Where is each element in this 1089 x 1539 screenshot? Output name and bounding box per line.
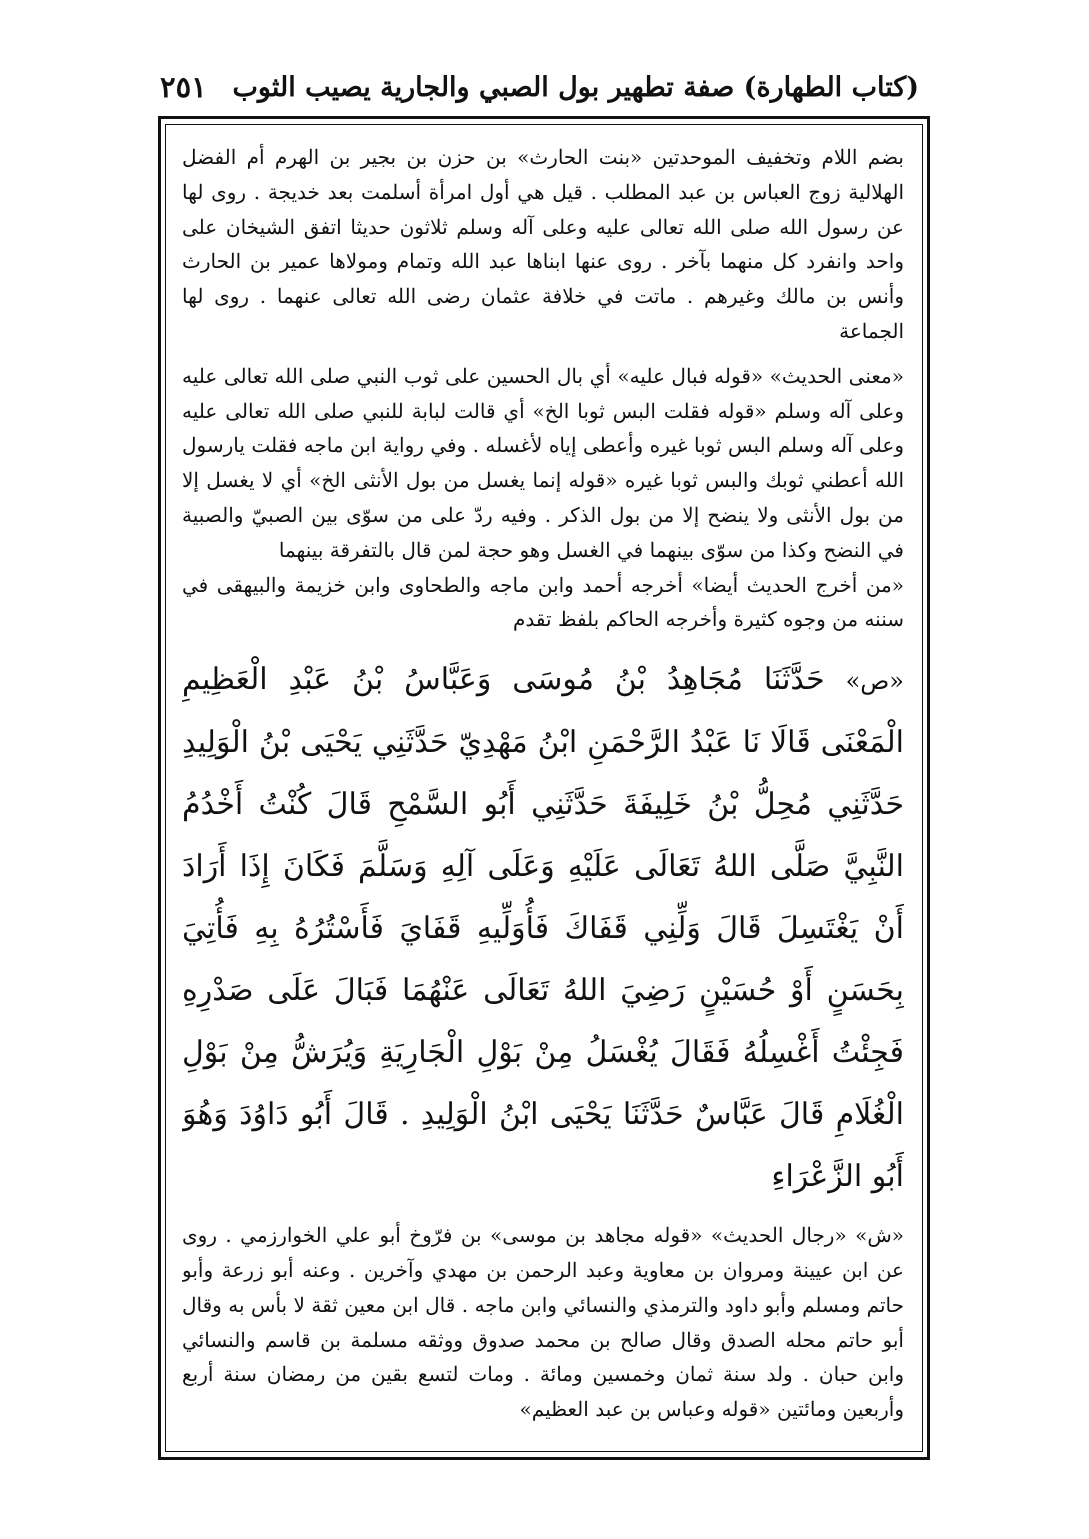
page-header [160, 62, 919, 112]
hadith-marker: «ص» [845, 667, 904, 696]
narrator-bio-paragraph: بضم اللام وتخفيف الموحدتين «بنت الحارث» بن حزن بن بجير بن الهرم أم الفضل الهلالية زوج العباس بن عبد المطلب . قيل هي أول امرأة أسلمت بعد خديجة . روى لها عن رسول الله صلى الله تعالى عليه وعلى آله وسلم ثلاثون حديثا اتفق الشيخان على واحد وانفرد كل منهما بآخر . روى عنها ابناها عبد الله وتمام ومولاها عمير بن الحارث وأنس بن مالك وغيرهم . ماتت في خلافة عثمان رضى الله تعالى عنهما . روى لها الجماعة [182, 145, 904, 343]
running-title: (كتاب الطهارة) صفة تطهير بول الصبي والجارية يصيب الثوب [232, 71, 919, 103]
hadith-sources-paragraph: «من أخرج الحديث أيضا» أخرجه أحمد وابن ماجه والطحاوى وابن خزيمة والبيهقى في سننه من وجوه كثيرة وأخرجه الحاكم بلفظ تقدم [182, 572, 904, 632]
commentary-paragraph: «ش» «رجال الحديث» «قوله مجاهد بن موسى» بن فرّوخ أبو علي الخوارزمي . روى عن ابن عيينة ومروان بن معاوية وعبد الرحمن بن مهدي وآخرين . وعنه أبو زرعة وأبو حاتم ومسلم وأبو داود والترمذي والنسائي وابن ماجه . قال ابن معين ثقة لا بأس به وقال أبو حاتم محله الصدق وقال صالح بن محمد صدوق ووثقه مسلمة بن قاسم والنسائي وابن حبان . ولد سنة ثمان وخمسين ومائة . ومات لتسع بقين من رمضان سنة أربع وأربعين ومائتين «قوله وعباس بن عبد العظيم» [182, 1223, 904, 1422]
page-body [182, 140, 904, 1440]
hadith-meaning-paragraph: «معنى الحديث» «قوله فبال عليه» أي بال الحسين على ثوب النبي صلى الله تعالى عليه وعلى آله وسلم «قوله فقلت البس ثوبا الخ» أي قالت لبابة للنبي صلى الله تعالى عليه وعلى آله وسلم البس ثوبا غيره وأعطى إياه لأغسله . وفي رواية ابن ماجه فقلت يارسول الله أعطني ثوبك والبس ثوبا غيره «قوله إنما يغسل من بول الأنثى الخ» أي لا يغسل إلا من بول الأنثى ولا ينضح إلا من بول الذكر . وفيه ردّ على من سوّى بين الصبيّ والصبية في النضح وكذا من سوّى بينهما في الغسل وهو حجة لمن قال بالتفرقة بينهما [182, 363, 904, 562]
page-number: ٢٥١ [160, 70, 207, 104]
hadith-text [182, 649, 904, 1208]
hadith-body: حَدَّثَنَا مُجَاهِدُ بْنُ مُوسَى وَعَبَّاسُ بْنُ عَبْدِ الْعَظِيمِ الْمَعْنَى قَالَا نَا عَبْدُ الرَّحْمَنِ ابْنُ مَهْدِيّ حَدَّثَنِي يَحْيَى بْنُ الْوَلِيدِ حَدَّثَنِي مُحِلُّ بْنُ خَلِيفَةَ حَدَّثَنِي أَبُو السَّمْحِ قَالَ كُنْتُ أَخْدُمُ النَّبِيَّ صَلَّى اللهُ تَعَالَى عَلَيْهِ وَعَلَى آلِهِ وَسَلَّمَ فَكَانَ إِذَا أَرَادَ أَنْ يَغْتَسِلَ قَالَ وَلِّنِي قَفَاكَ فَأُوَلِّيهِ قَفَايَ فَأَسْتُرُهُ بِهِ فَأُتِيَ بِحَسَنٍ أَوْ حُسَيْنٍ رَضِيَ اللهُ تَعَالَى عَنْهُمَا فَبَالَ عَلَى صَدْرِهِ فَجِئْتُ أَغْسِلُهُ فَقَالَ يُغْسَلُ مِنْ بَوْلِ الْجَارِيَةِ وَيُرَشُّ مِنْ بَوْلِ الْغُلَامِ قَالَ عَبَّاسٌ حَدَّثَنَا يَحْيَى ابْنُ الْوَلِيدِ . قَالَ أَبُو دَاوُدَ وَهُوَ أَبُو الزَّعْرَاءِ [182, 662, 904, 1195]
